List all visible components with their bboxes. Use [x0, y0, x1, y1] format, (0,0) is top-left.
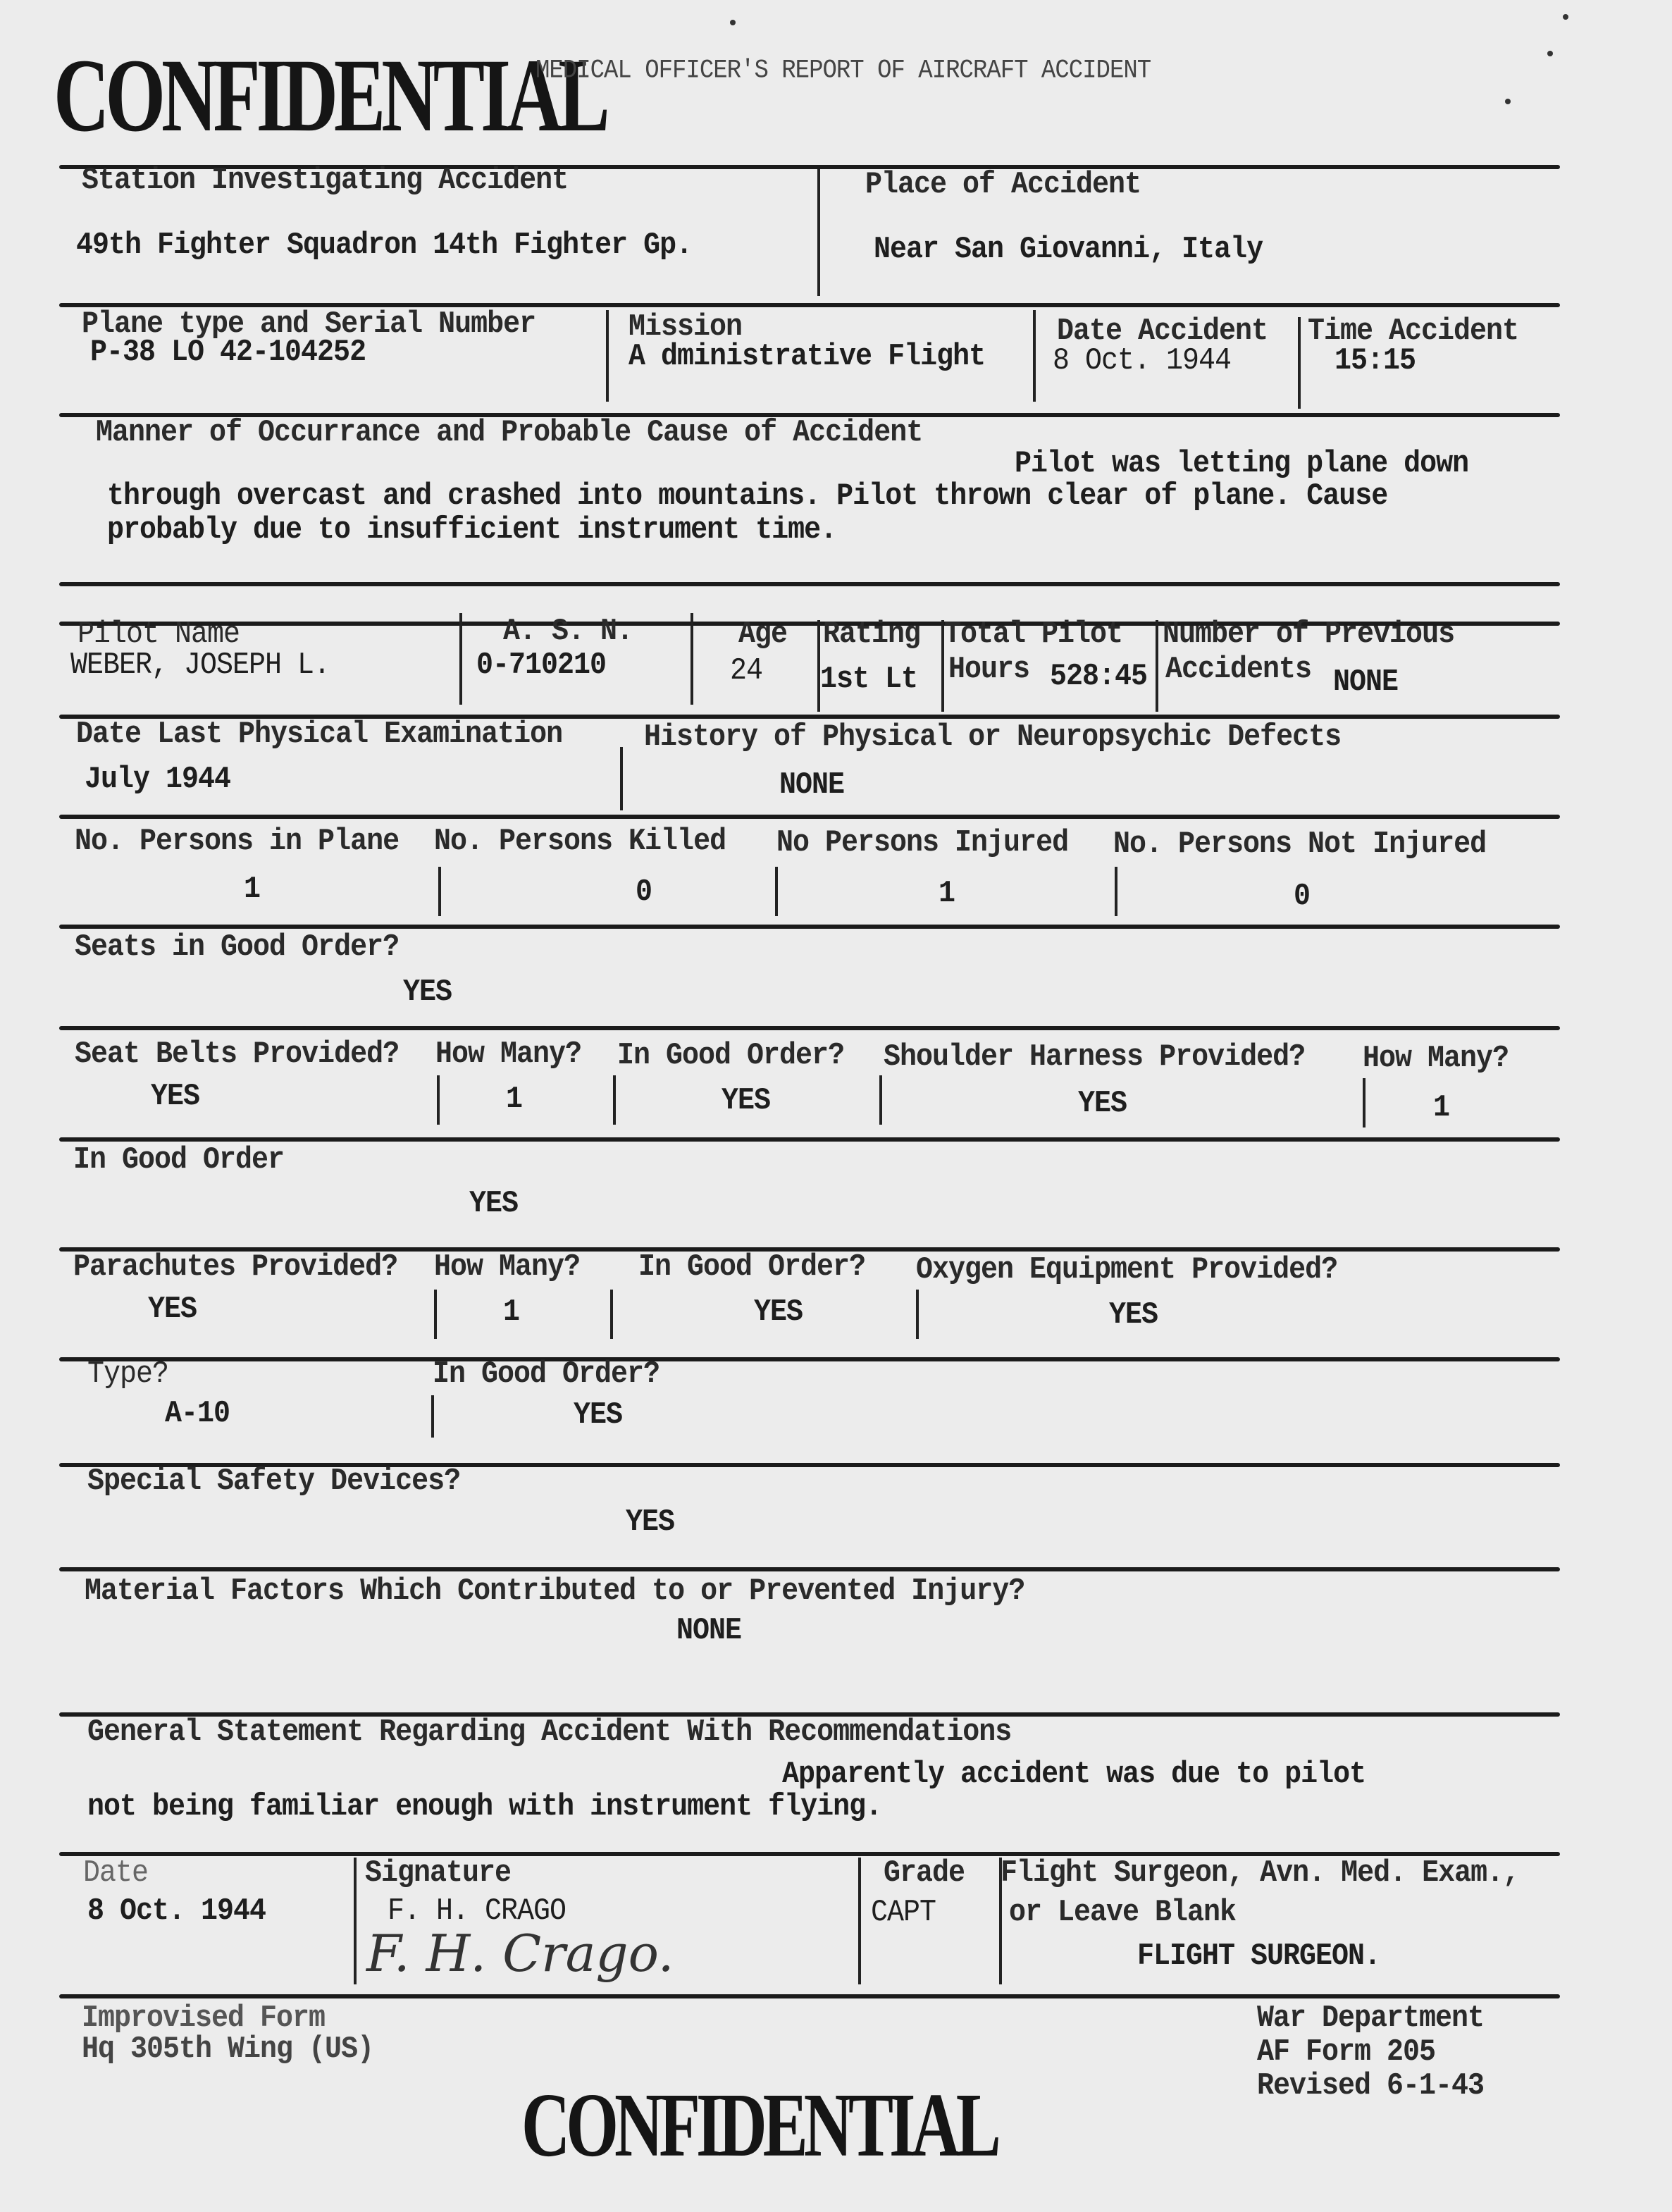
- safety-value: YES: [626, 1505, 675, 1540]
- divider: [59, 1357, 1560, 1361]
- col-sep: [1363, 1078, 1366, 1127]
- divider: [59, 1567, 1560, 1571]
- seats-value: YES: [403, 975, 452, 1011]
- belts-good-order-value: YES: [722, 1084, 771, 1119]
- time-accident-label: Time Accident: [1308, 314, 1519, 350]
- divider: [59, 582, 1560, 586]
- grade-label: Grade: [884, 1856, 965, 1891]
- col-sep: [434, 1290, 437, 1339]
- footer-left-1: Improvised Form: [82, 2001, 326, 2037]
- col-sep: [1156, 620, 1158, 712]
- seat-belts-label: Seat Belts Provided?: [75, 1037, 400, 1073]
- handwritten-signature: F. H. Crago.: [366, 1924, 674, 1983]
- manner-line-3: probably due to insufficient instrument time.: [107, 513, 837, 548]
- col-sep: [438, 867, 441, 916]
- col-sep: [354, 1858, 357, 1984]
- date-accident-label: Date Accident: [1057, 314, 1268, 350]
- harness-how-many-label: How Many?: [1363, 1042, 1509, 1077]
- persons-killed-value: 0: [636, 875, 652, 910]
- divider: [59, 815, 1560, 819]
- footer-right-3: Revised 6-1-43: [1257, 2069, 1485, 2104]
- previous-accidents-label: Number of Previous: [1163, 617, 1455, 653]
- col-sep: [879, 1075, 882, 1125]
- physical-value: July 1944: [85, 762, 231, 798]
- date-accident-value: 8 Oct. 1944: [1053, 344, 1232, 379]
- col-sep: [459, 613, 462, 705]
- col-sep: [606, 310, 609, 402]
- belts-good-order-label: In Good Order?: [617, 1039, 845, 1074]
- persons-in-plane-value: 1: [244, 872, 261, 908]
- form-title: MEDICAL OFFICER'S REPORT OF AIRCRAFT ACCIDENT: [535, 56, 1151, 86]
- footer-left-2: Hq 305th Wing (US): [82, 2032, 374, 2068]
- speck: [1547, 51, 1553, 56]
- persons-injured-value: 1: [939, 877, 955, 912]
- seat-belts-value: YES: [151, 1080, 200, 1115]
- hours-value: 528:45: [1050, 660, 1148, 695]
- role-label-2: or Leave Blank: [1009, 1896, 1237, 1931]
- confidential-stamp-top: CONFIDENTIAL: [54, 37, 606, 154]
- asn-label: A. S. N.: [503, 614, 633, 650]
- footer-right-2: AF Form 205: [1257, 2035, 1436, 2070]
- harness-value: YES: [1078, 1087, 1127, 1122]
- divider: [59, 1137, 1560, 1142]
- signature-label: Signature: [365, 1856, 512, 1891]
- oxygen-value: YES: [1109, 1298, 1158, 1333]
- col-sep: [1298, 317, 1301, 409]
- harness-label: Shoulder Harness Provided?: [884, 1040, 1306, 1075]
- general-line-1: Apparently accident was due to pilot: [782, 1757, 1366, 1793]
- role-value: FLIGHT SURGEON.: [1137, 1939, 1381, 1975]
- parachutes-how-many-label: How Many?: [434, 1250, 581, 1285]
- col-sep: [610, 1290, 613, 1339]
- history-value: NONE: [779, 768, 845, 803]
- col-sep: [437, 1075, 440, 1125]
- persons-in-plane-label: No. Persons in Plane: [75, 824, 400, 860]
- col-sep: [613, 1075, 616, 1125]
- parachutes-label: Parachutes Provided?: [73, 1250, 398, 1285]
- parachutes-good-value: YES: [754, 1295, 803, 1330]
- persons-killed-label: No. Persons Killed: [434, 824, 726, 860]
- plane-label: Plane type and Serial Number: [82, 307, 536, 342]
- col-sep: [620, 747, 623, 810]
- col-sep: [775, 867, 778, 916]
- col-sep: [1115, 867, 1117, 916]
- col-sep: [858, 1858, 861, 1984]
- physical-label: Date Last Physical Examination: [76, 717, 563, 753]
- col-sep: [431, 1395, 434, 1438]
- rating-label: Rating: [823, 617, 921, 653]
- general-line-2: not being familiar enough with instrument flying.: [87, 1790, 882, 1825]
- belts-how-many-value: 1: [506, 1082, 523, 1118]
- speck: [1505, 99, 1511, 104]
- manner-line-2: through overcast and crashed into mountains. Pilot thrown clear of plane. Cause: [107, 479, 1388, 514]
- type-value: A-10: [165, 1397, 230, 1432]
- harness-order-value: YES: [469, 1187, 519, 1222]
- parachutes-good-label: In Good Order?: [638, 1250, 866, 1285]
- signature-name: F. H. CRAGO: [388, 1894, 566, 1929]
- place-label: Place of Accident: [865, 168, 1141, 203]
- age-label: Age: [738, 617, 788, 653]
- material-value: NONE: [676, 1614, 742, 1649]
- persons-injured-label: No Persons Injured: [776, 826, 1069, 861]
- speck: [730, 20, 736, 25]
- asn-value: 0-710210: [476, 648, 607, 684]
- manner-label: Manner of Occurrance and Probable Cause of Accident: [96, 416, 923, 451]
- age-value: 24: [730, 654, 763, 689]
- belts-how-many-label: How Many?: [435, 1037, 582, 1073]
- pilot-name-label: Pilot Name: [78, 617, 240, 653]
- mission-label: Mission: [628, 310, 743, 345]
- footer-right-1: War Department: [1257, 2001, 1485, 2037]
- hours-label-2: Hours: [948, 653, 1030, 688]
- previous-accidents-label-2: Accidents: [1165, 653, 1312, 688]
- type-good-value: YES: [574, 1398, 623, 1433]
- place-value: Near San Giovanni, Italy: [874, 233, 1263, 268]
- harness-how-many-value: 1: [1433, 1091, 1450, 1126]
- harness-order-label: In Good Order: [73, 1143, 285, 1178]
- signoff-date-value: 8 Oct. 1944: [87, 1894, 266, 1929]
- type-good-label: In Good Order?: [433, 1357, 660, 1392]
- persons-not-injured-value: 0: [1294, 879, 1311, 915]
- col-sep: [1033, 310, 1036, 402]
- seats-label: Seats in Good Order?: [75, 930, 400, 965]
- col-sep: [916, 1290, 919, 1339]
- role-label: Flight Surgeon, Avn. Med. Exam.,: [1001, 1856, 1520, 1891]
- divider: [59, 925, 1560, 929]
- station-label: Station Investigating Accident: [82, 163, 569, 199]
- type-label: Type?: [87, 1357, 169, 1392]
- mission-value: A dministrative Flight: [628, 340, 986, 375]
- oxygen-label: Oxygen Equipment Provided?: [916, 1253, 1338, 1288]
- col-sep: [691, 613, 693, 705]
- divider: [59, 1994, 1560, 1998]
- previous-accidents-value: NONE: [1333, 665, 1399, 700]
- speck: [1563, 14, 1568, 20]
- persons-not-injured-label: No. Persons Not Injured: [1113, 827, 1487, 863]
- parachutes-how-many-value: 1: [503, 1295, 520, 1330]
- hours-label: Total Pilot: [944, 617, 1123, 653]
- history-label: History of Physical or Neuropsychic Defects: [644, 720, 1342, 755]
- rating-value: 1st Lt: [820, 662, 918, 698]
- grade-value: CAPT: [871, 1896, 936, 1931]
- divider: [59, 1026, 1560, 1030]
- parachutes-value: YES: [148, 1292, 197, 1328]
- confidential-stamp-bottom: CONFIDENTIAL: [521, 2073, 997, 2176]
- pilot-name-value: WEBER, JOSEPH L.: [70, 648, 330, 684]
- plane-value: P-38 LO 42-104252: [90, 335, 366, 371]
- signoff-date-label: Date: [83, 1856, 149, 1891]
- station-value: 49th Fighter Squadron 14th Fighter Gp.: [76, 228, 693, 264]
- general-label: General Statement Regarding Accident With Recommendations: [87, 1715, 1012, 1750]
- safety-label: Special Safety Devices?: [87, 1464, 461, 1500]
- time-accident-value: 15:15: [1334, 344, 1416, 379]
- material-label: Material Factors Which Contributed to or Prevented Injury?: [85, 1574, 1025, 1609]
- col-sep: [817, 169, 820, 296]
- manner-line-1: Pilot was letting plane down: [1015, 447, 1469, 482]
